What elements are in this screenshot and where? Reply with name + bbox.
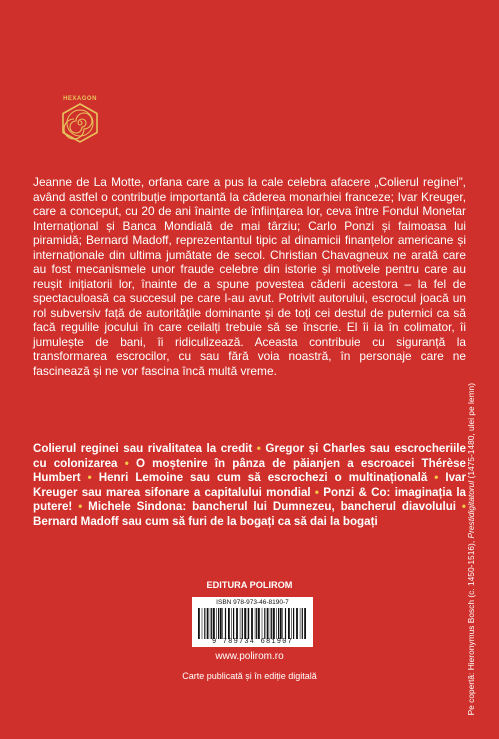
contents-item: Ivar Kreuger sau marea sifonare a capitalului mondial	[33, 471, 466, 499]
credit-work-title: Prestidigitatorul	[466, 480, 476, 539]
publisher-name: EDITURA POLIROM	[206, 580, 293, 590]
credit-prefix: Pe copertă: Hieronymus Bosch (c. 1450-1516),	[466, 538, 476, 716]
contents-item: Bernard Madoff sau cum să furi de la bogați ca să dai la bogați	[33, 514, 378, 528]
digital-edition-note: Carte publicată și în ediție digitală	[182, 671, 317, 681]
credit-suffix: (1475-1480, ulei pe lemn)	[466, 383, 476, 481]
book-description: Jeanne de La Motte, orfana care a pus la cale celebra afacere „Colierul reginei”, având astfel o contribuție importantă la căderea monarhiei franceze; Ivar Kreuger, care a conceput, cu 20 de ani înainte de înființarea lor, ceva între Fondul Monetar Internațional și Banca Mondială de mai târziu; Carlo Ponzi și faimoasa lui piramidă; Bernard Madoff, reprezentantul tipic al dinamicii finanțelor americane și internaționale din ultima jumătate de secol. Christian Chavagneux ne arată care au fost mecanismele unor fraude celebre din istorie și motivele pentru care au reușit inițiatorii lor, înainte de a spune povestea căderii acestora – la fel de spectaculoasă ca succesul pe care l-au avut. Potrivit autorului, escrocul joacă un rol subversiv față de autoritățile dominante și de toți cei destul de puternici ca să facă regulile jocului în care ceilalți trebuie să se înscrie. El îi ia în colimator, îi jumulește de bani, îi ridiculizează. Aceasta contribuie cu siguranță la transformarea escrocilor, cu sau fără voia noastră, în personaje care ne fascinează și ne vor fascina încă multă vreme.	[33, 175, 466, 378]
contents-item: Michele Sindona: bancherul lui Dumnezeu, bancherul diavolului	[88, 500, 457, 513]
bullet-separator: •	[252, 442, 266, 455]
bullet-separator: •	[456, 500, 466, 513]
series-logo-text: HEXAGON	[63, 96, 97, 102]
contents-item: Colierul reginei sau rivalitatea la credit	[33, 442, 253, 455]
bullet-separator: •	[72, 500, 89, 513]
bullet-separator: •	[427, 471, 446, 484]
contents-list	[33, 442, 466, 529]
bullet-separator: •	[117, 456, 136, 470]
bullet-separator: •	[310, 485, 324, 499]
contents-item: Ponzi & Co: imaginația la putere!	[33, 485, 466, 513]
barcode-digits: 9 789734 681907	[211, 638, 293, 646]
isbn-label: ISBN 978-973-46-8190-7	[216, 599, 289, 606]
barcode-bars	[198, 608, 307, 639]
contents-item: Gregor și Charles sau escrocheriile cu colonizarea	[33, 442, 466, 470]
contents-item: O moștenire în pânza de păianjen a escroacei Thérèse Humbert	[33, 456, 466, 484]
publisher-url: www.polirom.ro	[215, 651, 284, 662]
bullet-separator: •	[80, 471, 99, 484]
contents-item: Henri Lemoine sau cum să escrochezi o multinațională	[98, 471, 428, 484]
series-logo	[60, 96, 100, 143]
cover-credit	[466, 383, 490, 715]
barcode	[192, 597, 313, 647]
hexagon-spiral-icon	[60, 103, 100, 143]
